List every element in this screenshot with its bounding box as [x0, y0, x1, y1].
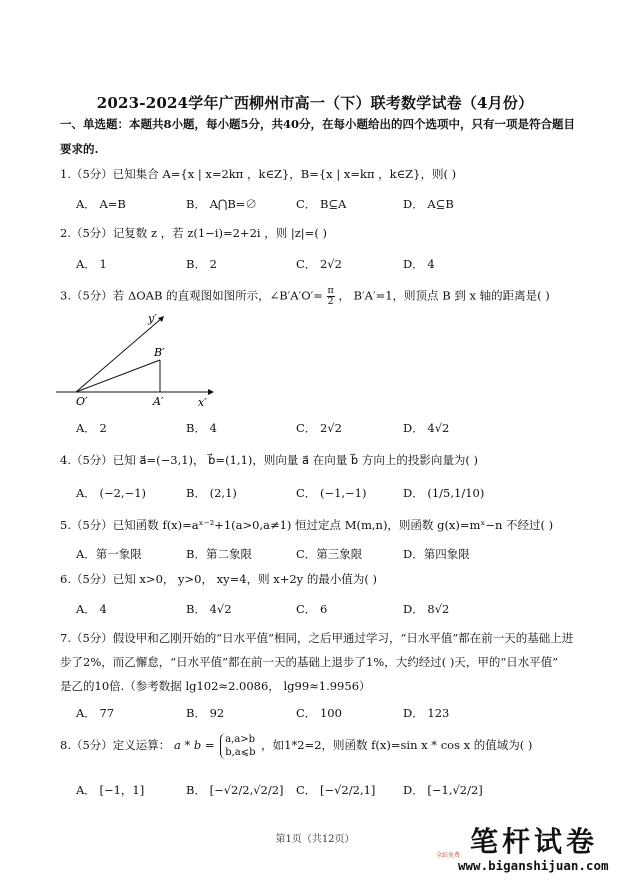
- segment-ob: [76, 360, 160, 392]
- option-c: C． 2√2: [296, 257, 342, 271]
- question-6-options: [76, 601, 556, 617]
- question-6-stem: 6.（5分）已知 x>0， y>0， xy=4，则 x+2y 的最小值为( ): [60, 572, 377, 586]
- frac-numerator: π: [327, 285, 334, 296]
- question-2-options: [76, 256, 556, 272]
- question-5-stem: 5.（5分）已知函数 f(x)=aˣ⁻²+1(a>0,a≠1) 恒过定点 M(m,n)，则函数 g(x)=mˣ−n 不经过( ): [60, 518, 554, 532]
- option-b: B． 2: [186, 257, 217, 271]
- option-a: A． A=B: [76, 197, 126, 211]
- label-a: A′: [153, 395, 164, 408]
- page-title: 2023-2024学年广西柳州市高一（下）联考数学试卷（4月份）: [96, 94, 534, 112]
- option-c: C． B⊆A: [296, 197, 347, 211]
- question-3-stem-a: 3.（5分）若 ΔOAB 的直观图如图所示，∠B′A′O′=: [60, 288, 323, 303]
- question-5-options: [76, 546, 556, 562]
- question-8-options: [76, 782, 556, 798]
- fraction-pi-over-2: [327, 286, 335, 307]
- option-a: A． 2: [76, 421, 107, 435]
- option-c: C． 6: [296, 602, 328, 616]
- option-d: D． [−1,√2/2]: [403, 783, 483, 797]
- option-b: B． 92: [186, 706, 225, 720]
- label-b: B′: [154, 346, 165, 359]
- option-a: A． 1: [76, 257, 107, 271]
- option-d: D． (1/5,1/10): [403, 486, 485, 500]
- logo-text: 笔杆试卷: [470, 825, 599, 858]
- question-7-stem-line-3: 是乙的10倍.（参考数据 lg102≈2.0086， lg99≈1.9956）: [60, 679, 371, 693]
- option-b: B． A⋂B=∅: [186, 197, 257, 211]
- option-a: A． 4: [76, 602, 107, 616]
- option-b: B． (2,1): [186, 486, 237, 500]
- piecewise-brace: [220, 733, 255, 759]
- option-d: D． 4√2: [403, 421, 450, 435]
- option-c: C． 100: [296, 706, 342, 720]
- frac-denominator: 2: [327, 296, 334, 307]
- question-8-stem-b: ，如1*2=2，则函数 f(x)=sin x * cos x 的值域为( ): [261, 738, 533, 752]
- question-7-stem-line-1: 7.（5分）假设甲和乙刚开始的“日水平值”相同，之后甲通过学习，“日水平值”都在前一天的基础上进: [60, 631, 574, 645]
- option-c: C．第三象限: [296, 547, 363, 561]
- y-axis: [76, 318, 162, 392]
- option-b: B． 4: [186, 421, 217, 435]
- option-d: D． 123: [403, 706, 450, 720]
- question-8-stem: 8.（5分）定义运算： a * b = a,a>b b,a⩽b ，如1*2=2，则函数 f(x)=sin x * cos x 的值域为( ): [60, 734, 533, 758]
- x-axis-arrow: [208, 389, 214, 395]
- logo-tag: 全站免费: [436, 852, 461, 859]
- option-d: D． 8√2: [403, 602, 450, 616]
- label-o: O′: [76, 395, 88, 408]
- question-7-stem-line-2: 步了2%，而乙懈怠，“日水平值”都在前一天的基础上退步了1%，大约经过( )天，甲的“日水平值”: [60, 655, 559, 669]
- option-b: B． [−√2/2,√2/2]: [186, 783, 284, 797]
- option-a: A． 77: [76, 706, 115, 720]
- question-1-options: [76, 196, 556, 212]
- piece-top: a,a>b: [225, 734, 256, 745]
- question-7-options: [76, 705, 556, 721]
- question-3-options: [76, 420, 556, 436]
- option-d: D． 4: [403, 257, 435, 271]
- oblique-diagram: [56, 310, 216, 410]
- question-1-stem: 1.（5分）已知集合 A={x | x=2kπ ，k∈Z}，B={x | x=kπ ，k∈Z}，则( ): [60, 167, 457, 181]
- question-2-stem: 2.（5分）记复数 z ，若 z(1−i)=2+2i ，则 |z|=( ): [60, 226, 327, 240]
- question-3-stem-b: ， B′A′=1，则顶点 B 到 x 轴的距离是( ): [338, 288, 550, 303]
- option-d: D． A⊆B: [403, 197, 454, 211]
- option-c: C． 2√2: [296, 421, 342, 435]
- option-c: C． [−√2/2,1]: [296, 783, 376, 797]
- section-heading: 一、单选题：本题共8小题，每小题5分，共40分，在每小题给出的四个选项中，只有一项是符合题目: [60, 117, 576, 131]
- section-heading-cont: 要求的.: [60, 142, 99, 156]
- option-b: B． 4√2: [186, 602, 232, 616]
- option-d: D．第四象限: [403, 547, 470, 561]
- page-footer: 第1页（共12页）: [275, 834, 355, 845]
- watermark-logo: [436, 820, 610, 876]
- option-b: B．第二象限: [186, 547, 252, 561]
- option-c: C． (−1,−1): [296, 486, 367, 500]
- question-3-stem: [60, 286, 550, 307]
- option-a: A．第一象限: [76, 547, 142, 561]
- question-4-options: [76, 485, 556, 501]
- option-a: A． [−1，1]: [76, 783, 145, 797]
- label-y: y′: [148, 312, 157, 325]
- logo-url: www.biganshijuan.com: [458, 858, 609, 873]
- piece-bottom: b,a⩽b: [225, 747, 256, 758]
- label-x: x′: [198, 396, 207, 409]
- option-a: A． (−2,−1): [76, 486, 146, 500]
- question-4-stem: 4.（5分）已知 a⃗=(−3,1)， b⃗=(1,1)，则向量 a⃗ 在向量 b⃗ 方向上的投影向量为( ): [60, 453, 478, 467]
- question-8-stem-a: 8.（5分）定义运算：: [60, 738, 171, 752]
